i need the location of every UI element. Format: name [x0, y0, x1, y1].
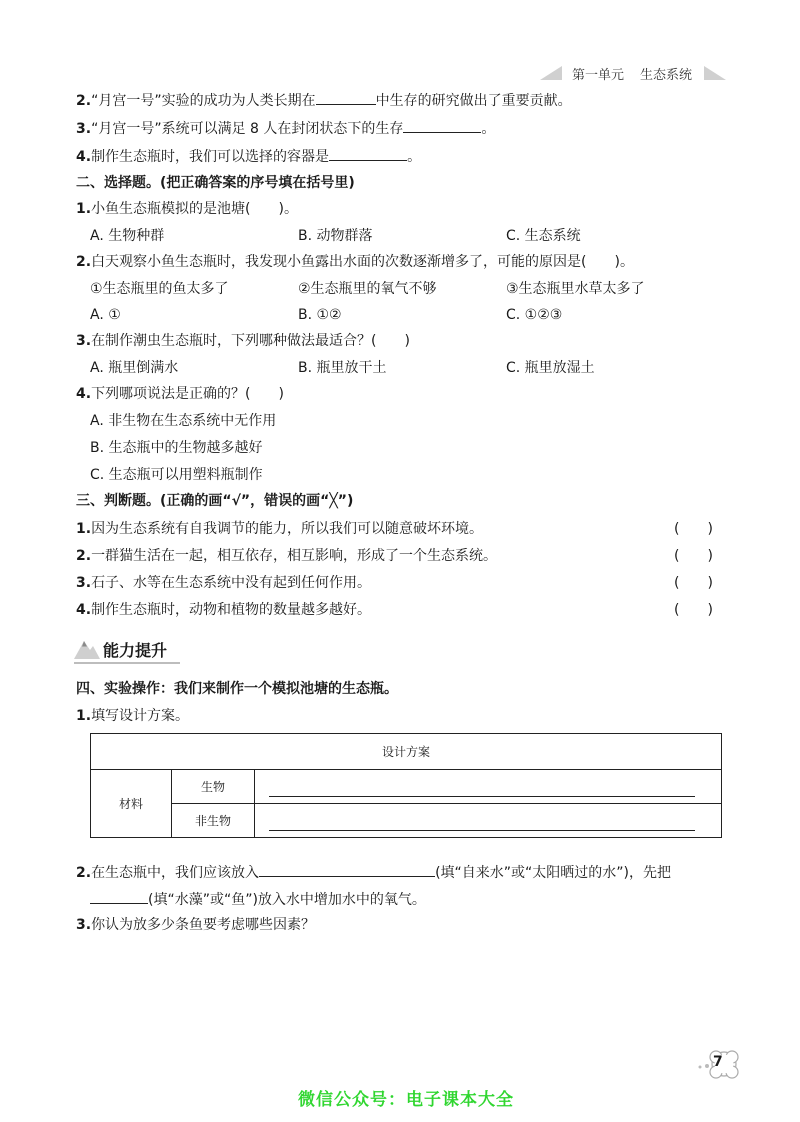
- mc-question-3: [76, 332, 410, 350]
- section4-title: 四、实验操作：我们来制作一个模拟池塘的生态瓶。: [76, 681, 398, 697]
- fill-item-3: [76, 118, 495, 138]
- option-b[interactable]: B. 瓶里放干土: [298, 360, 387, 376]
- page-number: 7: [713, 1054, 723, 1070]
- item-text: “月宫一号”系统可以满足 8 人在封闭状态下的生存: [91, 121, 404, 137]
- item-number: 4.: [76, 386, 92, 402]
- tf-question-3: [76, 574, 371, 592]
- footer-watermark: 微信公众号：电子课本大全: [298, 1090, 514, 1110]
- answer-line[interactable]: [269, 776, 695, 797]
- item-number: 3.: [76, 917, 92, 933]
- option-a[interactable]: A. 非生物在生态系统中无作用: [90, 413, 277, 429]
- nonliving-answer-cell[interactable]: [255, 804, 722, 838]
- fill-item-2: [76, 90, 572, 110]
- answer-paren[interactable]: ( ): [674, 575, 713, 591]
- question-text: 制作生态瓶时，动物和植物的数量越多越好。: [91, 602, 372, 618]
- question-text: 在制作潮虫生态瓶时，下列哪种做法最适合？( ): [91, 333, 410, 349]
- heading-underline: [74, 662, 180, 664]
- tf-question-2: [76, 547, 497, 565]
- question-text: 小鱼生态瓶模拟的是池塘( )。: [91, 201, 298, 217]
- question-text: 白天观察小鱼生态瓶时，我发现小鱼露出水面的次数逐渐增多了，可能的原因是( )。: [91, 254, 634, 270]
- statement-3: ③生态瓶里水草太多了: [506, 281, 645, 297]
- material-cell: 材料: [91, 770, 172, 838]
- option-b[interactable]: B. ①②: [298, 307, 342, 323]
- header-topic: 生态系统: [640, 68, 693, 83]
- answer-blank[interactable]: [90, 889, 148, 904]
- answer-paren[interactable]: ( ): [674, 602, 713, 618]
- question-text: 因为生态系统有自我调节的能力，所以我们可以随意破坏环境。: [91, 521, 484, 537]
- option-c[interactable]: C. 生态系统: [506, 228, 581, 244]
- question-text: (填“水藻”或“鱼”)放入水中增加水中的氧气。: [148, 892, 426, 908]
- option-b[interactable]: B. 生态瓶中的生物越多越好: [90, 440, 263, 456]
- section3-title: 三、判断题。(正确的画“√”，错误的画“╳”): [76, 493, 354, 509]
- row-label-nonliving: 非生物: [172, 804, 255, 838]
- statement-1: ①生态瓶里的鱼太多了: [90, 281, 229, 297]
- table-header: 设计方案: [91, 734, 722, 770]
- mc-question-1: [76, 200, 298, 218]
- item-number: 2.: [76, 548, 92, 564]
- ability-heading: 能力提升: [103, 641, 168, 660]
- section2-title: 二、选择题。(把正确答案的序号填在括号里): [76, 175, 355, 191]
- exp-question-2-cont: [90, 889, 426, 909]
- row-label-organism: 生物: [172, 770, 255, 804]
- exp-question-1: [76, 707, 189, 725]
- option-c[interactable]: C. 瓶里放湿土: [506, 360, 595, 376]
- option-a[interactable]: A. 生物种群: [90, 228, 165, 244]
- item-text: “月宫一号”实验的成功为人类长期在: [91, 93, 316, 109]
- item-number: 3.: [76, 575, 92, 591]
- item-number: 1.: [76, 201, 92, 217]
- item-number: 1.: [76, 521, 92, 537]
- item-number: 3.: [76, 333, 92, 349]
- question-text: 下列哪项说法是正确的？( ): [91, 386, 284, 402]
- answer-paren[interactable]: ( ): [674, 521, 713, 537]
- statement-2: ②生态瓶里的氧气不够: [298, 281, 437, 297]
- answer-blank[interactable]: [259, 862, 435, 877]
- answer-paren[interactable]: ( ): [674, 548, 713, 564]
- item-number: 2.: [76, 865, 92, 881]
- option-a[interactable]: A. 瓶里倒满水: [90, 360, 179, 376]
- mc-question-2: [76, 253, 634, 271]
- design-plan-table: [90, 733, 722, 838]
- item-text: 。: [481, 121, 496, 137]
- question-text: 在生态瓶中，我们应该放入: [91, 865, 260, 881]
- answer-line[interactable]: [269, 810, 695, 831]
- option-a[interactable]: A. ①: [90, 307, 121, 323]
- item-text: 制作生态瓶时，我们可以选择的容器是: [91, 149, 330, 165]
- item-text: 。: [407, 149, 422, 165]
- item-text: 中生存的研究做出了重要贡献。: [375, 93, 572, 109]
- question-text: 你认为放多少条鱼要考虑哪些因素？: [91, 917, 316, 933]
- option-c[interactable]: C. ①②③: [506, 307, 563, 323]
- mc-question-4: [76, 385, 284, 403]
- answer-blank[interactable]: [329, 146, 407, 161]
- answer-blank[interactable]: [316, 90, 376, 105]
- fill-item-4: [76, 146, 421, 166]
- option-c[interactable]: C. 生态瓶可以用塑料瓶制作: [90, 467, 263, 483]
- question-text: 填写设计方案。: [91, 708, 190, 724]
- item-number: 3.: [76, 121, 92, 137]
- header-right-triangle-icon: [704, 66, 726, 80]
- answer-blank[interactable]: [403, 118, 481, 133]
- option-b[interactable]: B. 动物群落: [298, 228, 373, 244]
- exp-question-3: [76, 916, 315, 934]
- question-text: (填“自来水”或“太阳晒过的水”)，先把: [435, 865, 671, 881]
- question-text: 一群猫生活在一起，相互依存，相互影响，形成了一个生态系统。: [91, 548, 498, 564]
- item-number: 2.: [76, 93, 92, 109]
- tf-question-1: [76, 520, 483, 538]
- item-number: 4.: [76, 149, 92, 165]
- header-unit: 第一单元: [572, 68, 625, 83]
- mountain-icon: [74, 639, 100, 659]
- organism-answer-cell[interactable]: [255, 770, 722, 804]
- item-number: 2.: [76, 254, 92, 270]
- header-left-triangle-icon: [540, 66, 562, 80]
- question-text: 石子、水等在生态系统中没有起到任何作用。: [91, 575, 372, 591]
- item-number: 1.: [76, 708, 92, 724]
- item-number: 4.: [76, 602, 92, 618]
- tf-question-4: [76, 601, 371, 619]
- exp-question-2: [76, 862, 671, 882]
